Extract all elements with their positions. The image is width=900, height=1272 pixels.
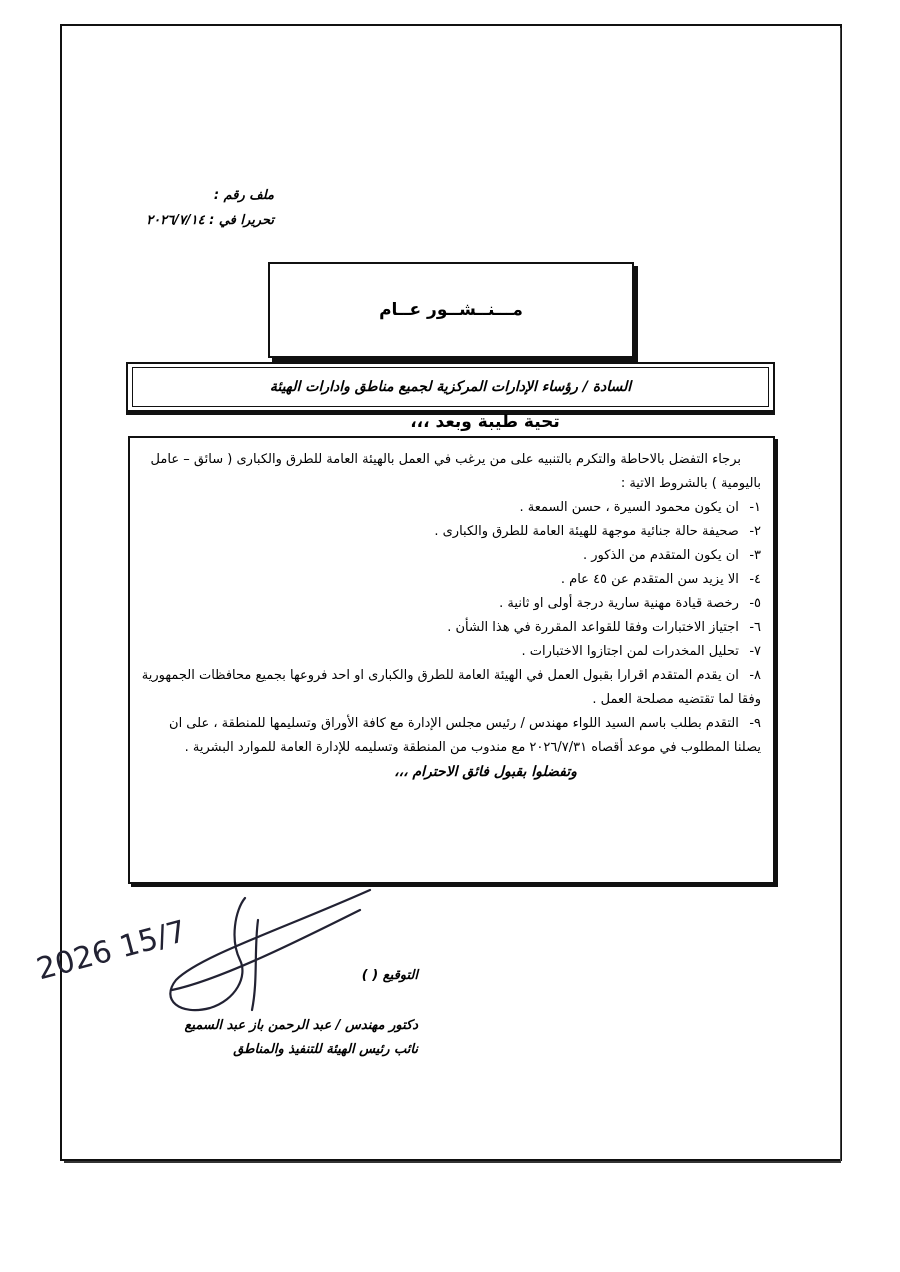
closing-text: وتفضلوا بقبول فائق الاحترام ،،، xyxy=(394,764,577,780)
greeting-line xyxy=(0,412,900,432)
list-item-number: ٥- xyxy=(749,596,761,611)
document-title: مـــنــشــور عــام xyxy=(379,300,523,320)
intro-paragraph: برجاء التفضل بالاحاطة والتكرم بالتنبيه على من يرغب في العمل بالهيئة العامة للطرق والكبارى ( سائق – عامل باليومية ) بالشروط الاتية : xyxy=(150,452,761,491)
body-box xyxy=(128,436,775,884)
list-item-number: ٨- xyxy=(749,668,761,683)
addressee-box xyxy=(126,362,775,412)
handwritten-signature-date xyxy=(32,880,400,1030)
list-item-number: ٢- xyxy=(749,524,761,539)
list-item-text: رخصة قيادة مهنية سارية درجة أولى او ثانية . xyxy=(499,596,739,611)
signature-stroke xyxy=(172,910,360,990)
closing-line xyxy=(140,760,761,784)
list-item-text: ان يكون محمود السيرة ، حسن السمعة . xyxy=(519,500,739,515)
list-item xyxy=(140,520,761,544)
list-item-text: صحيفة حالة جنائية موجهة للهيئة العامة للطرق والكبارى . xyxy=(434,524,739,539)
list-item-text: اجتياز الاختبارات وفقا للقواعد المقررة في هذا الشأن . xyxy=(447,620,739,635)
list-item-number: ٦- xyxy=(749,620,761,635)
list-item xyxy=(140,616,761,640)
conditions-list xyxy=(140,496,761,760)
list-item-text: ان يقدم المتقدم اقرارا بقبول العمل في الهيئة العامة للطرق والكبارى او احد فروعها بجميع محافظات الجمهورية وفقا لما تقتضيه مصلحة العمل . xyxy=(141,668,761,707)
list-item-text: تحليل المخدرات لمن اجتازوا الاختبارات . xyxy=(521,644,739,659)
list-item xyxy=(140,664,761,712)
signer-role: نائب رئيس الهيئة للتنفيذ والمناطق xyxy=(233,1042,418,1057)
list-item xyxy=(140,496,761,520)
title-box xyxy=(268,262,634,358)
list-item-text: الا يزيد سن المتقدم عن ٤٥ عام . xyxy=(560,572,739,587)
issue-date-label: تحريرا في : ٢٠٢٦/٧/١٤ xyxy=(146,213,274,228)
signer-name: دكتور مهندس / عبد الرحمن باز عبد السميع xyxy=(184,1018,418,1033)
addressee-line: السادة / رؤساء الإدارات المركزية لجميع مناطق وادارات الهيئة xyxy=(269,379,632,395)
handwritten-date-text: 15/7 2026 xyxy=(32,913,191,988)
list-item xyxy=(140,568,761,592)
signature-stroke xyxy=(252,920,258,1010)
signature-stroke xyxy=(170,890,370,1010)
list-item-number: ٩- xyxy=(749,716,761,731)
file-number-label: ملف رقم : xyxy=(213,188,274,203)
list-item-number: ٧- xyxy=(749,644,761,659)
list-item-text: التقدم بطلب باسم السيد اللواء مهندس / رئيس مجلس الإدارة مع كافة الأوراق وتسليمها للمنطقة ، على ان يصلنا المطلوب في موعد أقصاه ٢٠٢٦/٧/٣١ مع مندوب من المنطقة وتسليمه للإدارة العامة للموارد البشرية . xyxy=(169,716,761,755)
list-item-number: ١- xyxy=(749,500,761,515)
body-text xyxy=(140,448,761,784)
list-item xyxy=(140,712,761,760)
list-item xyxy=(140,640,761,664)
signature-label: التوقيع ( ) xyxy=(361,968,418,983)
list-item-text: ان يكون المتقدم من الذكور . xyxy=(582,548,739,563)
list-item xyxy=(140,544,761,568)
list-item-number: ٤- xyxy=(749,572,761,587)
greeting-text: تحية طيبة وبعد ،،، xyxy=(410,412,560,432)
list-item xyxy=(140,592,761,616)
list-item-number: ٣- xyxy=(749,548,761,563)
